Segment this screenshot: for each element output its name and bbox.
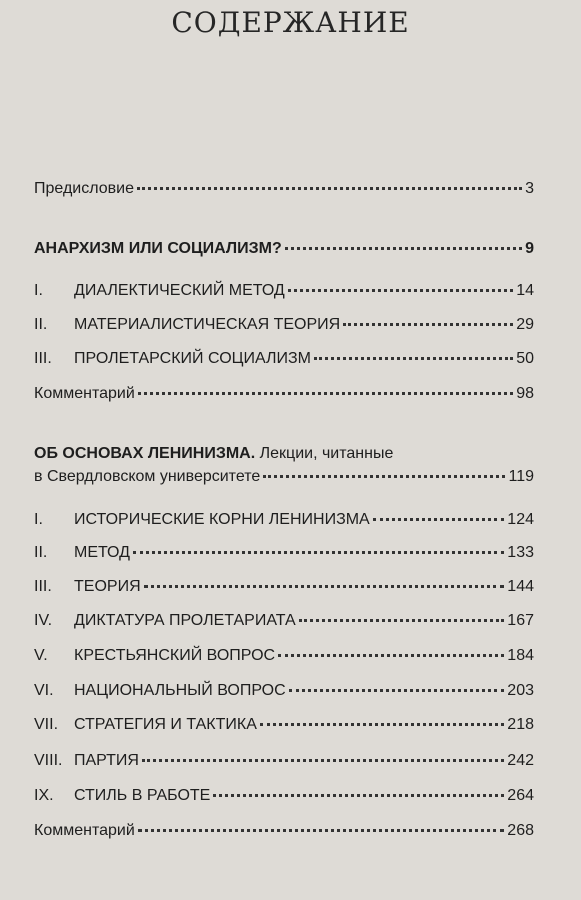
- toc-page-number: 98: [516, 385, 534, 402]
- chapter-number: IX.: [34, 787, 54, 804]
- leader-dots: [137, 186, 522, 190]
- chapter-number: III.: [34, 578, 52, 595]
- toc-page-number: 218: [507, 716, 534, 733]
- leader-dots: [263, 474, 505, 478]
- toc-entry-commentary: [34, 383, 534, 405]
- toc-label: ПРОЛЕТАРСКИЙ СОЦИАЛИЗМ: [74, 350, 311, 367]
- toc-entry-commentary: [34, 820, 534, 842]
- toc-label: ИСТОРИЧЕСКИЕ КОРНИ ЛЕНИНИЗМА: [74, 511, 370, 528]
- toc-entry: [34, 280, 534, 302]
- leader-dots: [285, 246, 522, 250]
- toc-entry: [34, 680, 534, 702]
- toc-label: Комментарий: [34, 822, 135, 839]
- toc-entry: [34, 750, 534, 772]
- leader-dots: [373, 517, 505, 521]
- toc-page-number: 119: [508, 468, 534, 485]
- chapter-number: II.: [34, 544, 48, 561]
- toc-label: ПАРТИЯ: [74, 752, 139, 769]
- chapter-number: IV.: [34, 612, 53, 629]
- toc-label: МАТЕРИАЛИСТИЧЕСКАЯ ТЕОРИЯ: [74, 316, 341, 333]
- toc-entry: [34, 509, 534, 531]
- toc-entry: [34, 645, 534, 667]
- toc-label: ТЕОРИЯ: [74, 578, 141, 595]
- toc-entry: [34, 542, 534, 564]
- chapter-number: I.: [34, 282, 43, 299]
- toc-entry-preface: [34, 178, 534, 200]
- toc-label: СТРАТЕГИЯ И ТАКТИКА: [74, 716, 257, 733]
- toc-page-number: 14: [516, 282, 534, 299]
- toc-label: Комментарий: [34, 385, 135, 402]
- chapter-number: I.: [34, 511, 43, 528]
- leader-dots: [138, 391, 513, 395]
- toc-page-number: 50: [516, 350, 534, 367]
- toc-part-label: АНАРХИЗМ ИЛИ СОЦИАЛИЗМ?: [34, 240, 282, 257]
- leader-dots: [138, 828, 505, 832]
- toc-page-number: 9: [525, 240, 534, 257]
- leader-dots: [343, 322, 513, 326]
- toc-page-number: 264: [507, 787, 534, 804]
- leader-dots: [144, 584, 505, 588]
- toc-entry: [34, 348, 534, 370]
- toc-part-sublabel-line2: в Свердловском университете: [34, 468, 261, 485]
- chapter-number: VIII.: [34, 752, 63, 769]
- leader-dots: [213, 793, 504, 797]
- toc-label: ДИАЛЕКТИЧЕСКИЙ МЕТОД: [74, 282, 285, 299]
- leader-dots: [278, 653, 504, 657]
- toc-entry: [34, 576, 534, 598]
- toc-entry: [34, 785, 534, 807]
- toc-part-2-heading: [34, 443, 393, 465]
- toc-entry: [34, 714, 534, 736]
- toc-page-number: 242: [507, 752, 534, 769]
- toc-page-number: 203: [507, 682, 534, 699]
- page-title: СОДЕРЖАНИЕ: [171, 6, 410, 39]
- leader-dots: [142, 758, 504, 762]
- toc-page-number: 144: [507, 578, 534, 595]
- toc-page-number: 167: [507, 612, 534, 629]
- toc-entry: [34, 610, 534, 632]
- chapter-number: VII.: [34, 716, 59, 733]
- chapter-number: II.: [34, 316, 48, 333]
- toc-page-number: 268: [507, 822, 534, 839]
- toc-page-number: 133: [507, 544, 534, 561]
- toc-part-2: [34, 466, 534, 488]
- chapter-number: VI.: [34, 682, 54, 699]
- toc-page-number: 3: [525, 180, 534, 197]
- toc-label: КРЕСТЬЯНСКИЙ ВОПРОС: [74, 647, 276, 664]
- toc-page-number: 184: [507, 647, 534, 664]
- toc-part-label: ОБ ОСНОВАХ ЛЕНИНИЗМА.: [34, 445, 256, 462]
- toc-page-number: 124: [507, 511, 534, 528]
- toc-label: СТИЛЬ В РАБОТЕ: [74, 787, 211, 804]
- leader-dots: [289, 688, 505, 692]
- chapter-number: V.: [34, 647, 48, 664]
- toc-part-1: [34, 238, 534, 260]
- toc-page-number: 29: [516, 316, 534, 333]
- toc-label: Предисловие: [34, 180, 134, 197]
- toc-label: МЕТОД: [74, 544, 130, 561]
- chapter-number: III.: [34, 350, 52, 367]
- toc-label: ДИКТАТУРА ПРОЛЕТАРИАТА: [74, 612, 296, 629]
- toc-label: НАЦИОНАЛЬНЫЙ ВОПРОС: [74, 682, 286, 699]
- toc-entry: [34, 314, 534, 336]
- leader-dots: [299, 618, 505, 622]
- leader-dots: [260, 722, 504, 726]
- leader-dots: [288, 288, 513, 292]
- leader-dots: [314, 356, 513, 360]
- leader-dots: [133, 550, 504, 554]
- toc-part-sublabel: Лекции, читанные: [259, 445, 394, 462]
